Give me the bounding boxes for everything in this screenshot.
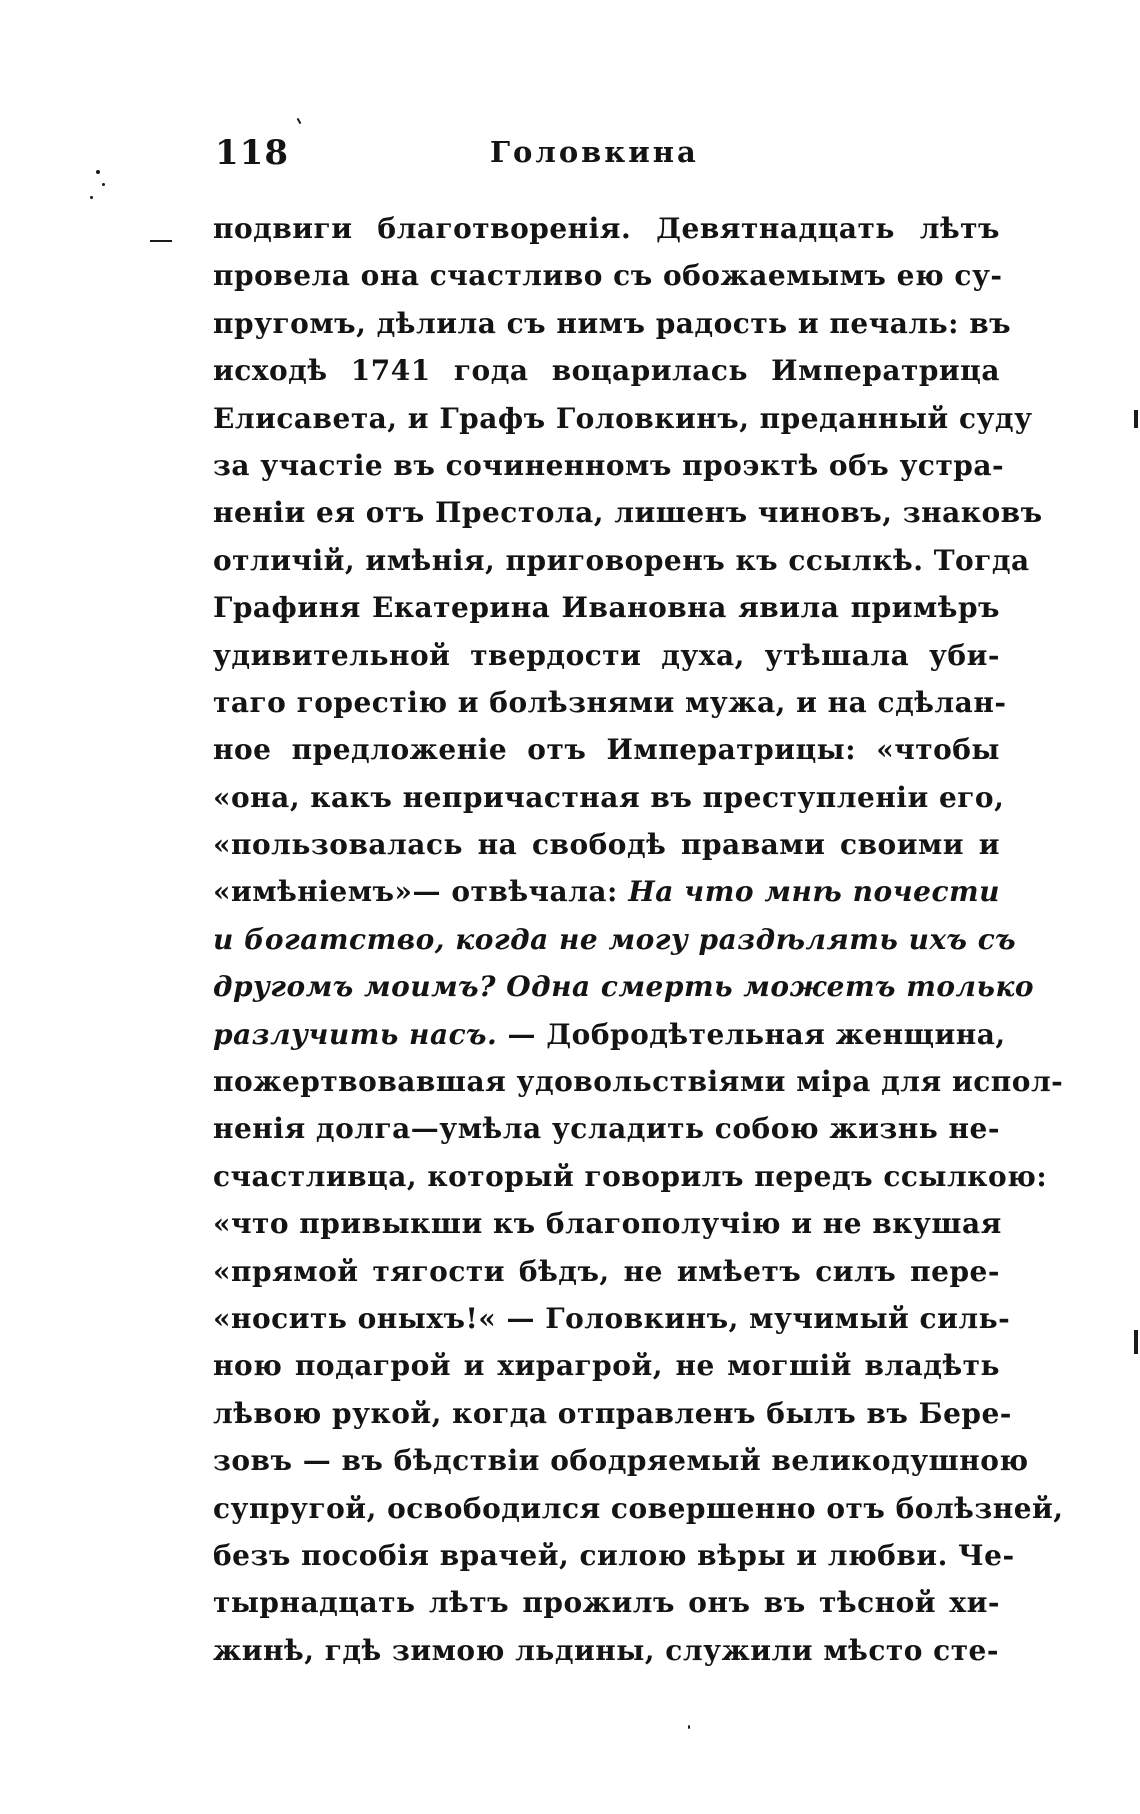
text-line [213, 1011, 1006, 1058]
text-line [213, 1342, 1000, 1389]
text-segment: таго горестію и болѣзнями мужа, и на сдѣлан- [213, 685, 1007, 719]
scan-speck [90, 196, 93, 199]
text-segment: «пользовалась на свободѣ правами своими и [213, 828, 1000, 862]
text-segment: «носить оныхъ!« — Головкинъ, мучимый силь- [213, 1301, 1011, 1335]
text-line [213, 632, 1000, 679]
text-segment: лѣвою рукой, когда отправленъ былъ въ Бере- [213, 1396, 1012, 1430]
text-segment: пругомъ, дѣлила съ нимъ радость и печаль: въ [213, 306, 1012, 340]
text-line [213, 916, 1017, 963]
text-line [213, 679, 1007, 726]
text-segment: ное предложеніе отъ Императрицы: «чтобы [213, 733, 1000, 767]
scan-mark [150, 240, 172, 242]
text-segment: «что привыкши къ благополучію и не вкушая [213, 1207, 1002, 1241]
text-line [213, 442, 1005, 489]
text-segment: провела она счастливо съ обожаемымъ ею су- [213, 259, 1003, 293]
text-line [213, 868, 1000, 915]
text-line [213, 1295, 1011, 1342]
text-segment: исходѣ 1741 года воцарилась Императрица [213, 354, 1000, 388]
text-line [213, 774, 1005, 821]
text-line [213, 1532, 1015, 1579]
text-line [213, 1437, 1029, 1484]
text-segment: неніи ея отъ Престола, лишенъ чиновъ, знаковъ [213, 496, 1043, 530]
text-segment: жинѣ, гдѣ зимою льдины, служили мѣсто сте- [213, 1633, 999, 1667]
text-segment: отличій, имѣнія, приговоренъ къ ссылкѣ. Тогда [213, 543, 1030, 577]
text-segment: супругой, освободился совершенно отъ болѣзней, [213, 1491, 1064, 1525]
text-segment: пожертвовавшая удовольствіями міра для испол- [213, 1065, 1064, 1099]
text-line [213, 1248, 1000, 1295]
scan-mark [297, 118, 302, 124]
italic-text-segment: и богатство, когда не могу раздѣлять ихъ съ [213, 922, 1017, 956]
page-header [215, 133, 1000, 183]
text-segment: зовъ — въ бѣдствіи ободряемый великодушною [213, 1444, 1029, 1478]
text-line [213, 1390, 1012, 1437]
text-line [213, 1058, 1064, 1105]
text-segment: безъ пособія врачей, силою вѣры и любви. Че- [213, 1538, 1015, 1572]
scan-speck [102, 183, 105, 186]
text-line [213, 347, 1000, 394]
text-line [213, 1200, 1000, 1247]
text-line [213, 1627, 1000, 1674]
text-line [213, 584, 1000, 631]
text-line [213, 1485, 1064, 1532]
text-line [213, 1105, 1000, 1152]
text-line [213, 1579, 1000, 1626]
text-segment: счастливца, который говорилъ передъ ссылкою: [213, 1159, 1048, 1193]
text-line [213, 537, 1030, 584]
scan-speck [688, 1725, 690, 1729]
text-line [213, 300, 1012, 347]
page-number: 118 [215, 133, 289, 173]
text-segment: удивительной твердости духа, утѣшала уби- [213, 638, 1000, 672]
italic-text-segment: другомъ моимъ? Одна смерть можетъ только [213, 970, 1035, 1004]
text-segment: ненія долга—умѣла усладить собою жизнь не- [213, 1112, 1000, 1146]
text-segment: «она, какъ непричастная въ преступленіи его, [213, 780, 1005, 814]
running-title: Головкина [490, 135, 699, 169]
text-segment: «прямой тягости бѣдъ, не имѣетъ силъ пере- [213, 1254, 1000, 1288]
text-segment: за участіе въ сочиненномъ проэктѣ объ устра- [213, 448, 1005, 482]
text-line [213, 395, 1033, 442]
text-segment: Елисавета, и Графъ Головкинъ, преданный суду [213, 401, 1033, 435]
italic-text-segment: разлучить насъ. [213, 1017, 498, 1051]
text-line [213, 252, 1003, 299]
text-segment: ною подагрой и хирагрой, не могшій владѣть [213, 1349, 1000, 1383]
text-segment: «имѣніемъ»— отвѣчала: [213, 875, 629, 909]
text-line [213, 963, 1035, 1010]
italic-text-segment: На что мнѣ почести [628, 875, 1000, 909]
text-segment: — Добродѣтельная женщина, [497, 1017, 1006, 1051]
text-line [213, 726, 1000, 773]
body-text [213, 205, 1064, 1674]
scan-speck [96, 170, 100, 174]
text-line [213, 1153, 1048, 1200]
text-segment: тырнадцать лѣтъ прожилъ онъ въ тѣсной хи- [213, 1586, 1000, 1620]
text-line [213, 205, 1000, 252]
scan-mark [1134, 1330, 1138, 1354]
text-segment: подвиги благотворенія. Девятнадцать лѣтъ [213, 212, 1000, 245]
text-segment: Графиня Екатерина Ивановна явила примѣръ [213, 591, 1000, 625]
scan-mark [1134, 410, 1138, 428]
text-line [213, 821, 1000, 868]
text-line [213, 489, 1043, 536]
